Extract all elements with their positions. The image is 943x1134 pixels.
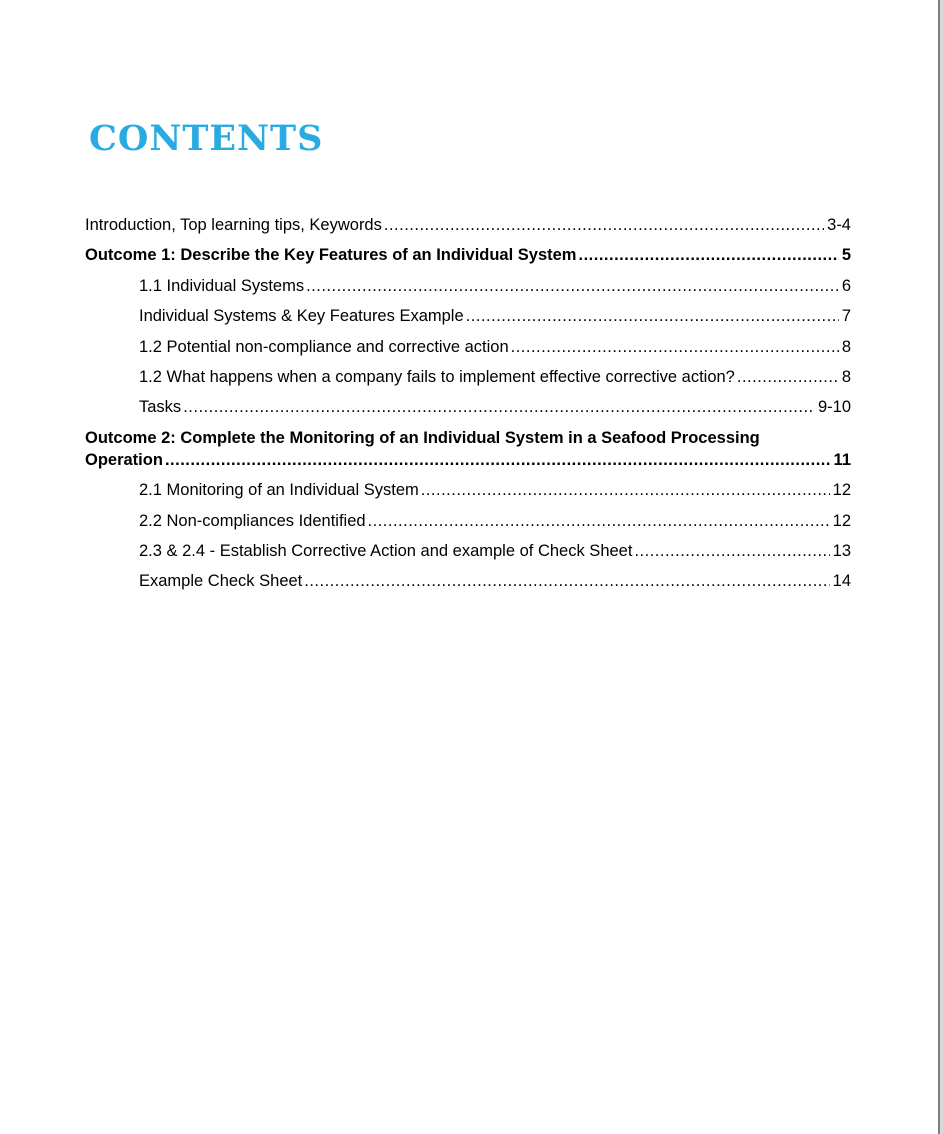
dot-leader — [511, 336, 839, 358]
toc-entry-introduction[interactable] — [85, 214, 851, 236]
toc-entry-outcome-2[interactable] — [85, 427, 851, 471]
toc-entry-label: 2.3 & 2.4 - Establish Corrective Action and example of Check Sheet — [139, 541, 633, 560]
toc-entry-individual-systems[interactable] — [139, 275, 851, 297]
toc-entry-company-fails[interactable] — [139, 366, 851, 388]
toc-entry-example-check-sheet[interactable] — [139, 570, 851, 592]
toc-page-number: 14 — [832, 572, 851, 591]
dot-leader — [578, 244, 838, 266]
toc-page-number: 8 — [841, 367, 851, 386]
dot-leader — [384, 214, 824, 236]
toc-entry-monitoring[interactable] — [139, 479, 851, 501]
dot-leader — [183, 396, 815, 418]
toc-page-number: 6 — [841, 276, 851, 295]
toc-entry-key-features-example[interactable] — [139, 305, 851, 327]
toc-entry-label: Introduction, Top learning tips, Keywords — [85, 216, 382, 234]
dot-leader — [304, 570, 829, 592]
page-title: CONTENTS — [89, 118, 324, 159]
toc-entry-label: Example Check Sheet — [139, 572, 303, 591]
page-edge-border — [938, 0, 943, 1134]
dot-leader — [466, 305, 839, 327]
toc-entry-line-2 — [85, 449, 851, 471]
toc-page-number: 12 — [832, 511, 851, 530]
dot-leader — [306, 275, 839, 297]
toc-page-number: 11 — [833, 450, 851, 469]
dot-leader — [165, 449, 831, 471]
toc-entry-label: Outcome 1: Describe the Key Features of an Individual System — [85, 246, 577, 265]
toc-entry-corrective-action[interactable] — [139, 540, 851, 562]
toc-page-number: 8 — [841, 337, 851, 356]
toc-entry-non-compliances-identified[interactable] — [139, 510, 851, 532]
dot-leader — [421, 479, 830, 501]
toc-page-number: 9-10 — [817, 398, 851, 417]
toc-entry-label: 2.1 Monitoring of an Individual System — [139, 481, 419, 500]
toc-entry-label: Outcome 2: Complete the Monitoring of an Individual System in a Seafood Processing — [85, 428, 760, 447]
toc-entry-outcome-1[interactable] — [85, 244, 851, 266]
toc-entry-label: 1.1 Individual Systems — [139, 276, 305, 295]
toc-page-number: 12 — [832, 481, 851, 500]
toc-page-number: 7 — [841, 307, 851, 326]
dot-leader — [368, 510, 830, 532]
toc-entry-label: 2.2 Non-compliances Identified — [139, 511, 366, 530]
toc-entry-label: 1.2 Potential non-compliance and corrective action — [139, 337, 509, 356]
toc-entry-non-compliance[interactable] — [139, 336, 851, 358]
toc-entry-tasks[interactable] — [139, 396, 851, 418]
toc-page-number: 3-4 — [827, 216, 851, 234]
toc-entry-label: Tasks — [139, 398, 182, 417]
toc-page-number: 5 — [841, 246, 851, 265]
toc-entry-label: 1.2 What happens when a company fails to implement effective corrective action? — [139, 367, 735, 386]
toc-entry-label-continued: Operation — [85, 450, 163, 469]
dot-leader — [634, 540, 829, 562]
toc-entry-label: Individual Systems & Key Features Example — [139, 307, 464, 326]
dot-leader — [737, 366, 839, 388]
toc-page-number: 13 — [832, 541, 851, 560]
table-of-contents — [85, 214, 851, 601]
